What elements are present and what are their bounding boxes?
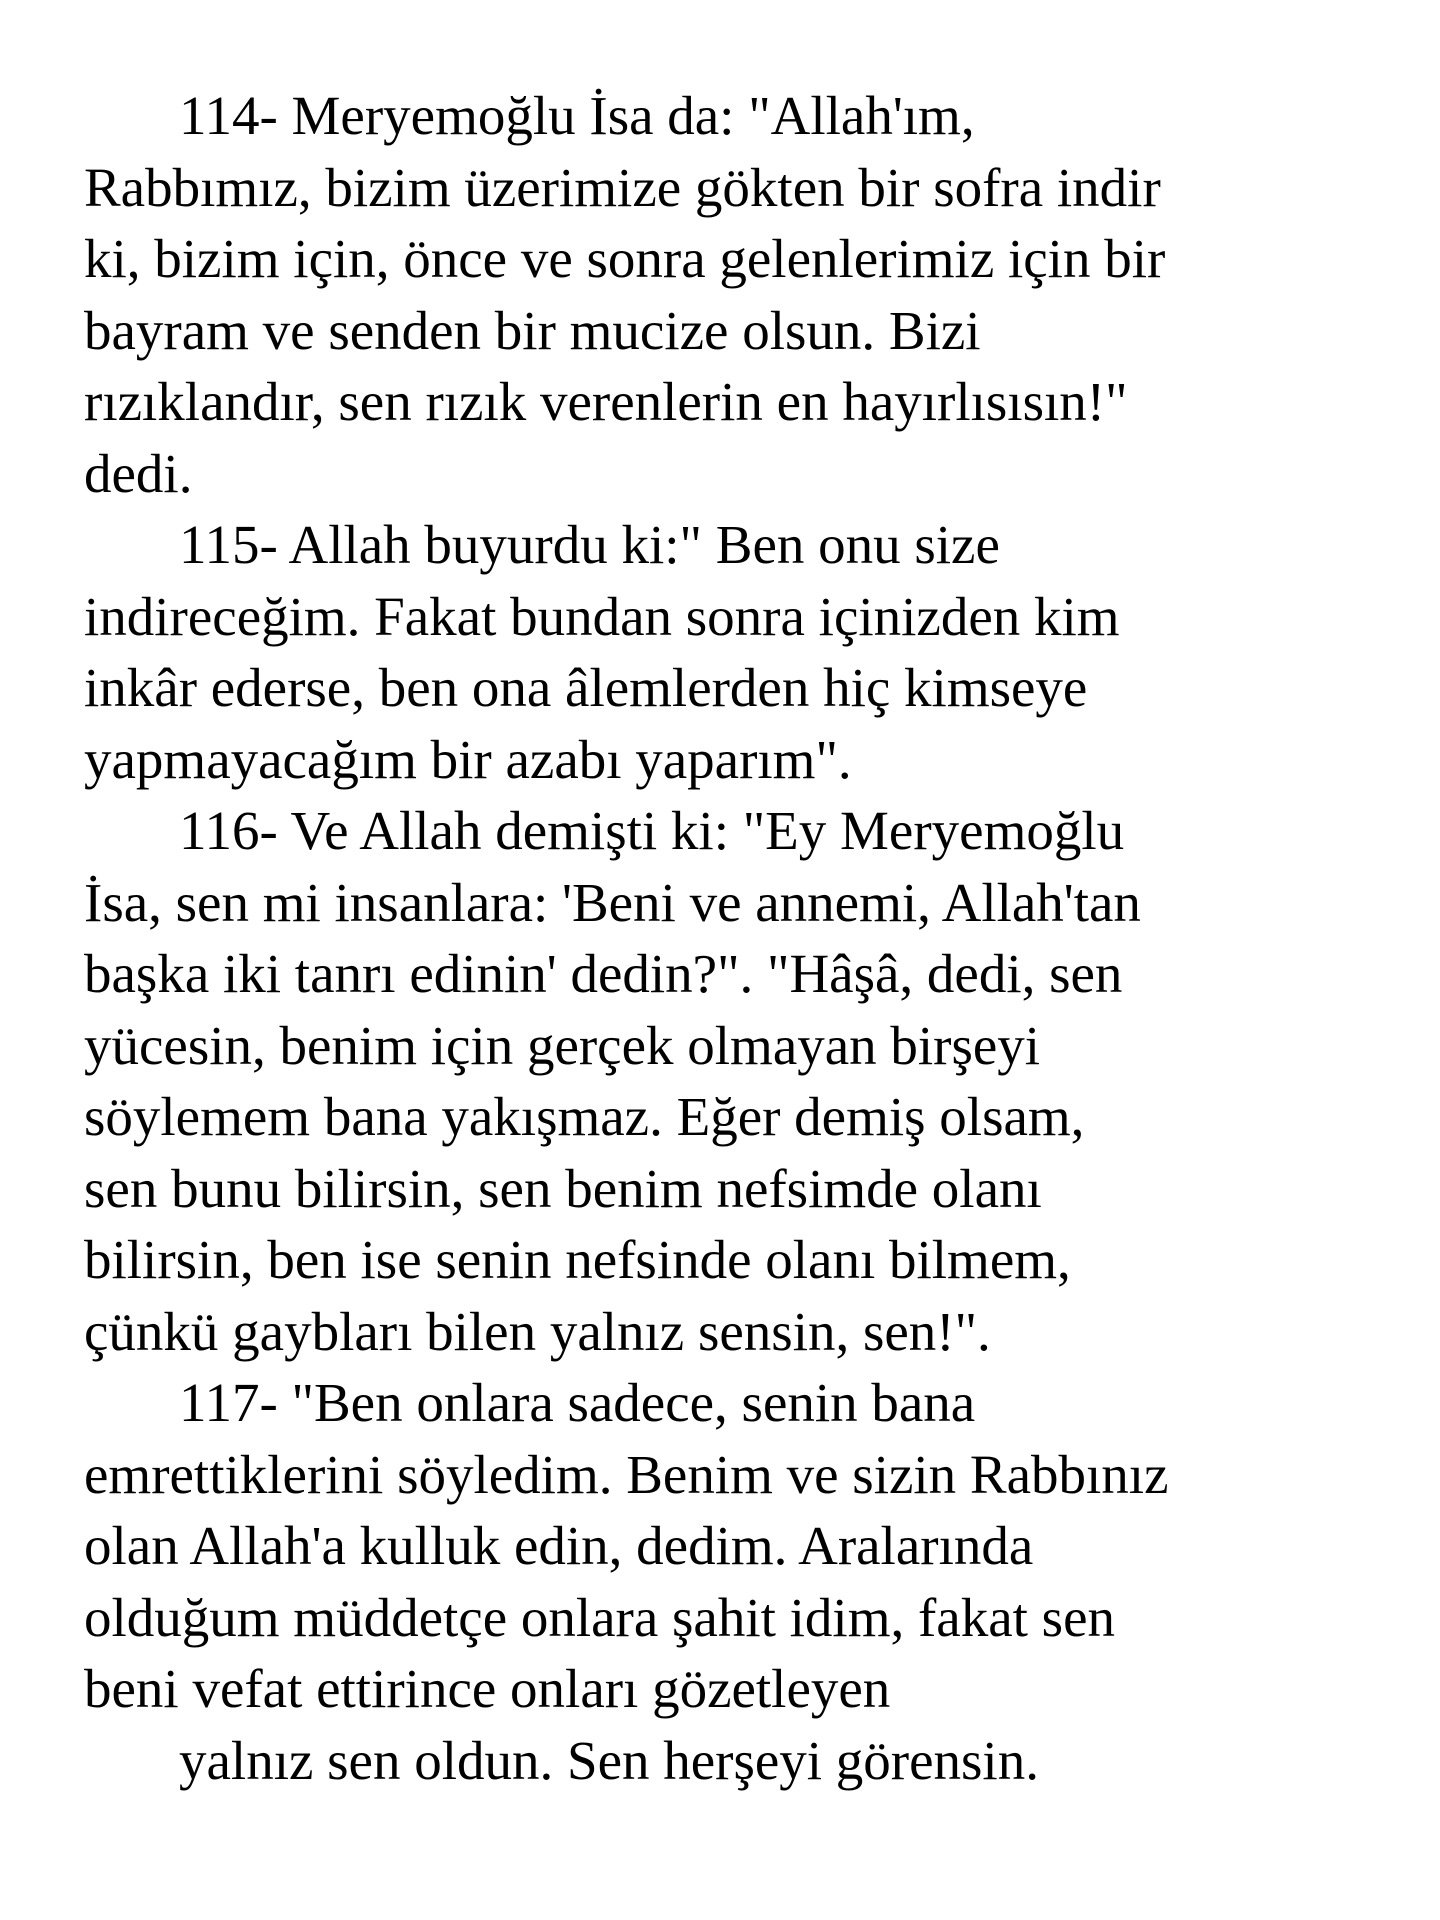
text-line: yalnız sen oldun. Sen herşeyi görensin.	[179, 1729, 1039, 1791]
text-line: başka iki tanrı edinin' dedin?". "Hâşâ, dedi, sen	[84, 943, 1123, 1004]
verse-text-block	[84, 80, 1384, 1796]
text-line: ki, bizim için, önce ve sonra gelenlerimiz için bir	[84, 228, 1166, 289]
text-line: beni vefat ettirince onları gözetleyen	[84, 1658, 891, 1719]
text-line: 114- Meryemoğlu İsa da: "Allah'ım,	[179, 85, 975, 146]
text-line: yücesin, benim için gerçek olmayan birşeyi	[84, 1014, 1041, 1076]
text-line: söylemem bana yakışmaz. Eğer demiş olsam,	[84, 1086, 1085, 1147]
text-line: rızıklandır, sen rızık verenlerin en hayırlısısın!"	[84, 371, 1128, 432]
text-line: çünkü gaybları bilen yalnız sensin, sen!".	[84, 1300, 991, 1362]
text-line: 116- Ve Allah demişti ki: "Ey Meryemoğlu	[179, 800, 1125, 861]
text-line: yapmayacağım bir azabı yaparım".	[84, 728, 852, 790]
text-line: Rabbımız, bizim üzerimize gökten bir sofra indir	[84, 156, 1161, 218]
text-line: bayram ve senden bir mucize olsun. Bizi	[84, 299, 981, 361]
text-line: olan Allah'a kulluk edin, dedim. Aralarında	[84, 1515, 1034, 1576]
text-line: 115- Allah buyurdu ki:" Ben onu size	[179, 514, 1000, 575]
text-line: sen bunu bilirsin, sen benim nefsimde olanı	[84, 1157, 1042, 1219]
text-line: 117- "Ben onlara sadece, senin bana	[179, 1372, 976, 1433]
text-line: emrettiklerini söyledim. Benim ve sizin Rabbınız	[84, 1443, 1169, 1505]
text-line: inkâr ederse, ben ona âlemlerden hiç kimseye	[84, 657, 1088, 718]
text-line: olduğum müddetçe onlara şahit idim, fakat sen	[84, 1586, 1115, 1648]
text-line: indireceğim. Fakat bundan sonra içinizden kim	[84, 585, 1120, 647]
text-line: dedi.	[84, 442, 193, 504]
text-line: bilirsin, ben ise senin nefsinde olanı bilmem,	[84, 1229, 1071, 1290]
text-line: İsa, sen mi insanlara: 'Beni ve annemi, Allah'tan	[84, 871, 1141, 933]
